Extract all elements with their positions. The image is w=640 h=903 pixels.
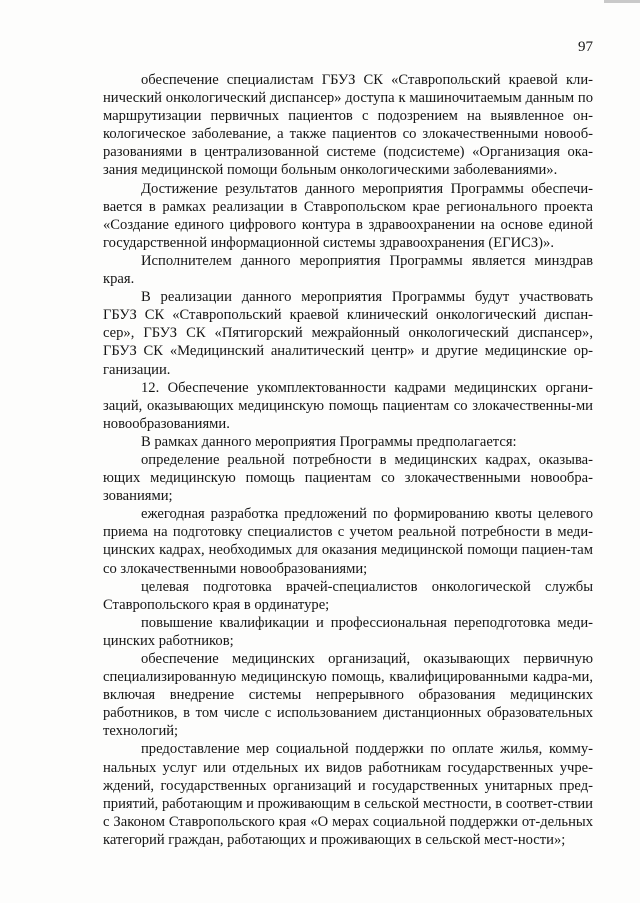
paragraph: В реализации данного мероприятия Программы будут участвовать ГБУЗ СК «Ставропольский краевой клинический онкологический диспан-сер», ГБУЗ СК «Пятигорский межрайонный онкологический диспансер», ГБУЗ СК «Медицинский аналитический центр» и другие медицинские ор-ганизации. — [103, 289, 593, 378]
paragraph: В рамках данного мероприятия Программы предполагается: — [141, 433, 517, 450]
paragraph: целевая подготовка врачей-специалистов онкологической службы Ставропольского края в ординатуре; — [103, 578, 593, 613]
paragraph: предоставление мер социальной поддержки по оплате жилья, комму-нальных услуг или отдельных их видов работникам государственных учре-ждений, государственных организаций и государственных унитарных пред-приятий, работающим и проживающим в сельской местности, в соответ-ствии с Законом Ставропольского края «О мерах социальной поддержки от-дельных категорий граждан, работающих и проживающих в сельской мест-ности»; — [103, 741, 593, 848]
document-body — [103, 71, 593, 849]
paragraph: Исполнителем данного мероприятия Программы является минздрав края. — [103, 252, 593, 288]
paragraph: Достижение результатов данного мероприятия Программы обеспечи-вается в рамках реализации в Ставропольском крае регионального проекта «Создание единого цифрового контура в здравоохранении на основе единой государственной информационной системы здравоохранения (ЕГИСЗ)». — [103, 180, 593, 251]
paragraph: 12. Обеспечение укомплектованности кадрами медицинских органи-заций, оказывающих медицинскую помощь пациентам со злокачественны-ми новообразованиями. — [103, 379, 593, 432]
page-number: 97 — [578, 39, 593, 55]
paragraph: ежегодная разработка предложений по формированию квоты целевого приема на подготовку специалистов с учетом реальной потребности в меди-цинских кадрах, необходимых для оказания медицинской помощи пациен-там со злокачественными новообразованиями; — [103, 506, 593, 577]
paragraph: определение реальной потребности в медицинских кадрах, оказыва-ющих медицинскую помощь пациентам со злокачественными новообра-зованиями; — [103, 451, 593, 505]
scan-edge-mark — [604, 0, 640, 3]
paragraph: повышение квалификации и профессиональная переподготовка меди-цинских работников; — [103, 614, 593, 649]
paragraph: обеспечение специалистам ГБУЗ СК «Ставропольский краевой кли-нический онкологический диспансер» доступа к машиночитаемым данным по маршрутизации первичных пациентов с подозрением на выявленное он-кологическое заболевание, а также пациентов со злокачественными новооб-разованиями в централизованной системе (подсистеме) «Организация ока-зания медицинской помощи больным онкологическими заболеваниями». — [103, 72, 593, 179]
paragraph: обеспечение медицинских организаций, оказывающих первичную специализированную медицинскую помощь, квалифицированными кадра-ми, включая внедрение системы непрерывного образования медицинских работников, в том числе с использованием дистанционных образовательных технологий; — [103, 651, 593, 740]
